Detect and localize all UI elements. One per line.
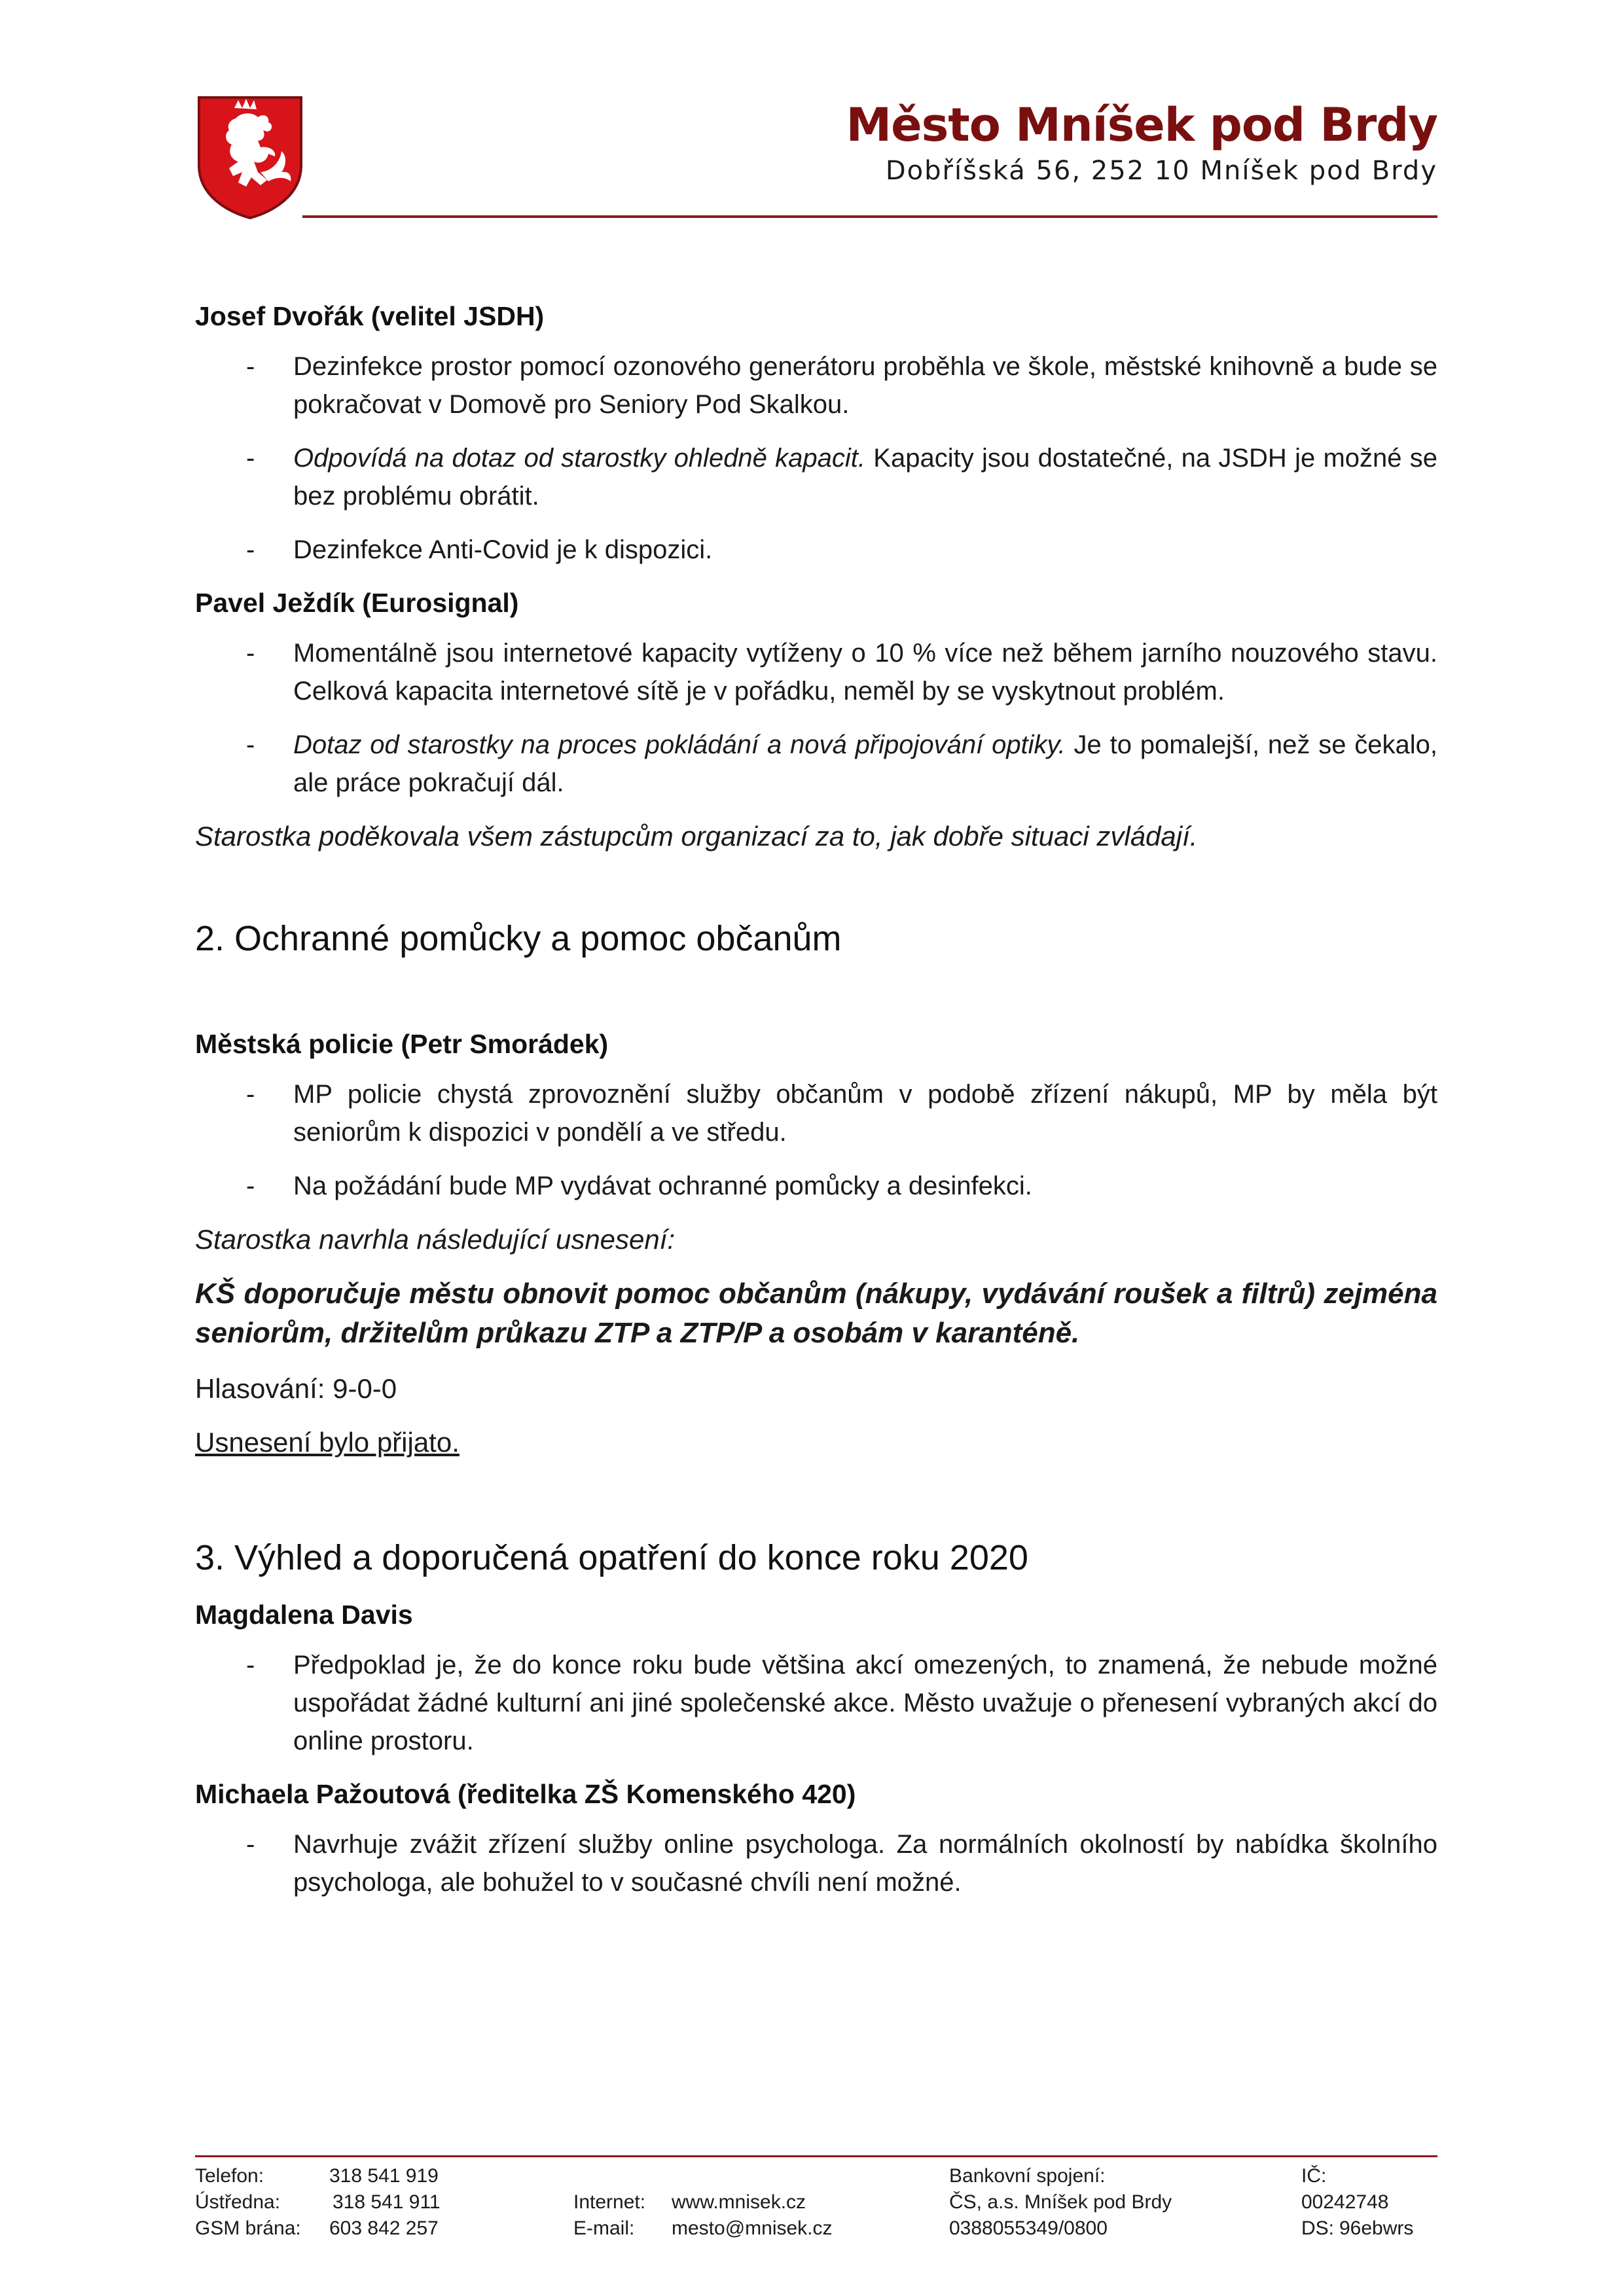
document-body bbox=[195, 298, 1437, 1917]
footer-bank bbox=[949, 2163, 1276, 2242]
list-item bbox=[195, 348, 1437, 423]
speaker-name: Magdalena Davis bbox=[195, 1600, 413, 1630]
section-heading: 3. Výhled a doporučená opatření do konce roku 2020 bbox=[195, 1538, 1028, 1577]
list-item-text: Dezinfekce prostor pomocí ozonového generátoru proběhla ve škole, městské knihovně a bude se pokračovat v Domově pro Seniory Pod Skalkou. bbox=[293, 352, 1437, 419]
footer-label: E-mail: bbox=[573, 2217, 635, 2239]
bank-name: ČS, a.s. Mníšek pod Brdy bbox=[949, 2191, 1172, 2213]
list-item-text: MP policie chystá zprovoznění služby občanům v podobě zřízení nákupů, MP by měla být seniorům k dispozici v pondělí a ve středu. bbox=[293, 1080, 1437, 1147]
footer-label: Bankovní spojení: bbox=[949, 2165, 1106, 2187]
dash-bullet: - bbox=[246, 1651, 255, 1679]
website-link[interactable]: www.mnisek.cz bbox=[672, 2191, 806, 2213]
list-item bbox=[195, 1646, 1437, 1760]
footer-web bbox=[573, 2163, 914, 2242]
footer-label: Ústředna: bbox=[195, 2191, 281, 2213]
speaker-points bbox=[195, 1646, 1437, 1760]
speaker-points bbox=[195, 1825, 1437, 1901]
header-divider bbox=[302, 215, 1437, 218]
speaker-name: Josef Dvořák (velitel JSDH) bbox=[195, 301, 545, 331]
list-item-text: Navrhuje zvážit zřízení služby online psychologa. Za normálních okolností by nabídka školního psychologa, ale bohužel to v současné chvíli není možné. bbox=[293, 1830, 1437, 1897]
list-item-text: Na požádání bude MP vydávat ochranné pomůcky a desinfekci. bbox=[293, 1172, 1032, 1200]
list-item bbox=[195, 1167, 1437, 1205]
list-item-italic-text: Odpovídá na dotaz od starostky ohledně kapacit. bbox=[293, 444, 866, 473]
speaker-points bbox=[195, 1075, 1437, 1205]
speaker-points bbox=[195, 348, 1437, 569]
footer-ids bbox=[1301, 2163, 1432, 2242]
footer-label: DS: bbox=[1301, 2217, 1335, 2239]
footer-phones bbox=[195, 2163, 503, 2242]
list-item bbox=[195, 634, 1437, 710]
speaker-name: Michaela Pažoutová (ředitelka ZŠ Komenského 420) bbox=[195, 1779, 856, 1809]
list-item-text: Momentálně jsou internetové kapacity vytíženy o 10 % více než během jarního nouzového stavu. Celková kapacita internetové sítě je v pořádku, neměl by se vyskytnout problém. bbox=[293, 639, 1437, 706]
dash-bullet: - bbox=[246, 352, 255, 381]
proposal-note: Starostka navrhla následující usnesení: bbox=[195, 1224, 676, 1255]
closing-note: Starostka poděkovala všem zástupcům organizací za to, jak dobře situaci zvládají. bbox=[195, 821, 1198, 852]
bank-account: 0388055349/0800 bbox=[949, 2217, 1108, 2239]
dash-bullet: - bbox=[246, 1080, 255, 1109]
footer-label: GSM brána: bbox=[195, 2217, 301, 2239]
footer-label: IČ: bbox=[1301, 2165, 1327, 2187]
ds-number: 96ebwrs bbox=[1339, 2217, 1414, 2239]
list-item bbox=[195, 726, 1437, 802]
central-number: 318 541 911 bbox=[333, 2191, 441, 2213]
dash-bullet: - bbox=[246, 730, 255, 759]
footer-divider bbox=[195, 2155, 1437, 2157]
dash-bullet: - bbox=[246, 639, 255, 668]
list-item-italic-text: Dotaz od starostky na proces pokládání a nová připojování optiky. bbox=[293, 730, 1066, 759]
resolution-text: KŠ doporučuje městu obnovit pomoc občanům (nákupy, vydávání roušek a filtrů) zejména seniorům, držitelům průkazu ZTP a ZTP/P a osobám v karanténě. bbox=[195, 1278, 1437, 1349]
list-item-text: Je to pomalejší, než se čekalo, ale práce pokračují dál. bbox=[293, 730, 1437, 797]
phone-number: 318 541 919 bbox=[329, 2165, 439, 2187]
list-item-text: Kapacity jsou dostatečné, na JSDH je možné se bez problému obrátit. bbox=[293, 444, 1437, 511]
speaker-points bbox=[195, 634, 1437, 802]
czech-lion-crest-icon bbox=[195, 94, 305, 221]
dash-bullet: - bbox=[246, 1830, 255, 1859]
speaker-name: Pavel Ježdík (Eurosignal) bbox=[195, 588, 519, 618]
email-link[interactable]: mesto@mnisek.cz bbox=[672, 2217, 833, 2239]
list-item-text: Dezinfekce Anti-Covid je k dispozici. bbox=[293, 535, 713, 564]
footer-label: Telefon: bbox=[195, 2165, 264, 2187]
list-item bbox=[195, 439, 1437, 515]
vote-result: Hlasování: 9-0-0 bbox=[195, 1373, 397, 1404]
ic-number: 00242748 bbox=[1301, 2191, 1389, 2213]
list-item bbox=[195, 1825, 1437, 1901]
dash-bullet: - bbox=[246, 1172, 255, 1200]
dash-bullet: - bbox=[246, 444, 255, 473]
list-item bbox=[195, 531, 1437, 569]
speaker-name: Městská policie (Petr Smorádek) bbox=[195, 1029, 609, 1059]
section-heading: 2. Ochranné pomůcky a pomoc občanům bbox=[195, 919, 842, 958]
footer-label: Internet: bbox=[573, 2191, 646, 2213]
list-item bbox=[195, 1075, 1437, 1151]
list-item-text: Předpoklad je, že do konce roku bude většina akcí omezených, to znamená, že nebude možné uspořádat žádné kulturní ani jiné společenské akce. Město uvažuje o přenesení vybraných akcí do online prostoru. bbox=[293, 1651, 1437, 1755]
org-address: Dobříšská 56, 252 10 Mníšek pod Brdy bbox=[885, 156, 1437, 186]
org-name: Město Mníšek pod Brdy bbox=[846, 98, 1437, 152]
resolution-status: Usnesení bylo přijato. bbox=[195, 1427, 460, 1458]
dash-bullet: - bbox=[246, 535, 255, 564]
gsm-number: 603 842 257 bbox=[329, 2217, 439, 2239]
